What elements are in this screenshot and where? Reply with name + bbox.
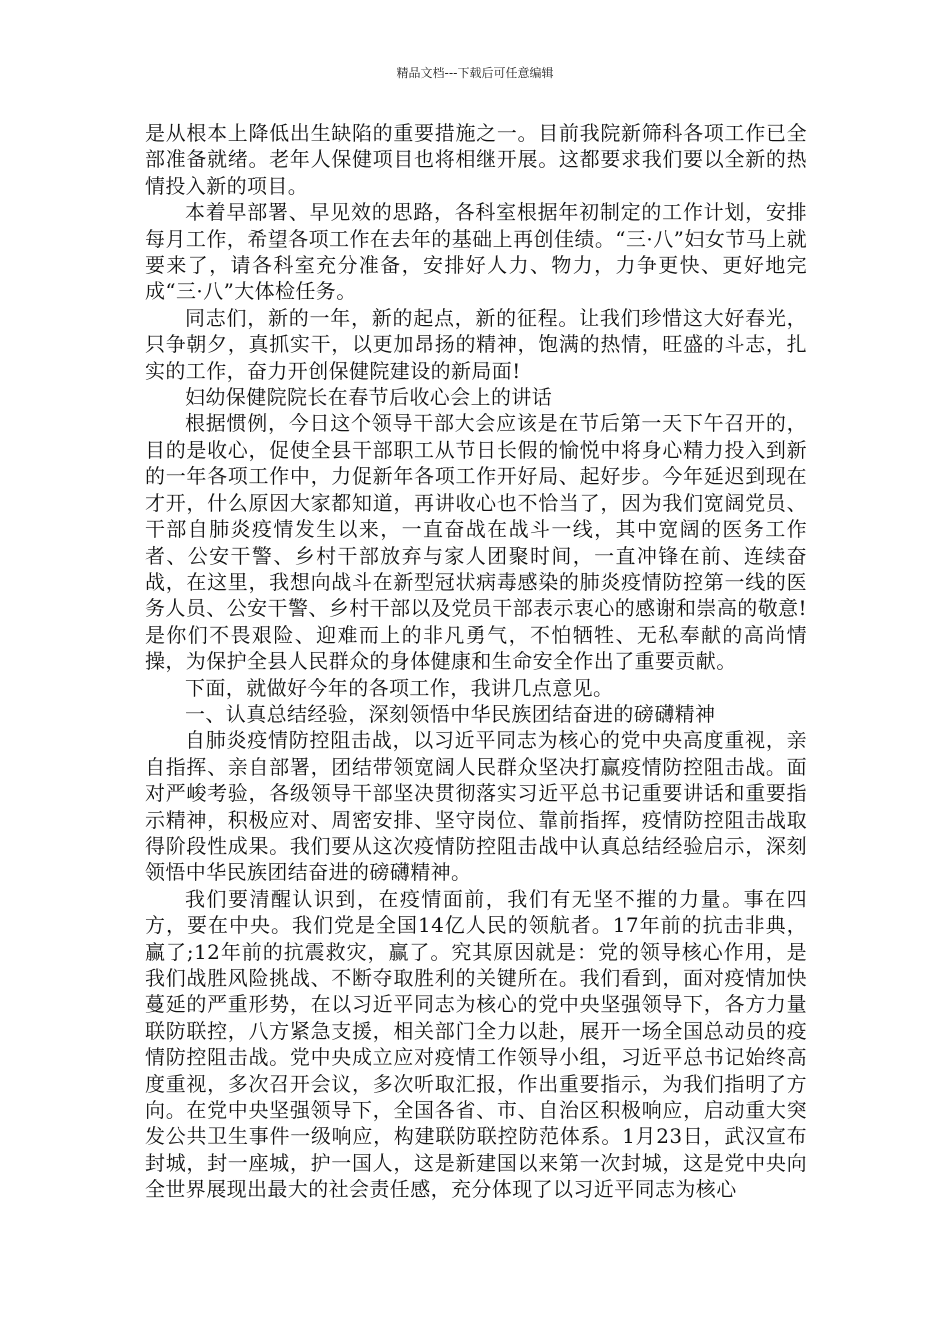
paragraph: 同志们，新的一年，新的起点，新的征程。让我们珍惜这大好春光，只争朝夕，真抓实干，以更加昂扬的精神，饱满的热情，旺盛的斗志，扎实的工作，奋力开创保健院建设的新局面!: [145, 305, 807, 383]
paragraph: 自肺炎疫情防控阻击战，以习近平同志为核心的党中央高度重视，亲自指挥、亲自部署，团结带领宽阔人民群众坚决打赢疫情防控阻击战。面对严峻考验，各级领导干部坚决贯彻落实习近平总书记重要讲话和重要指示精神，积极应对、周密安排、坚守岗位、靠前指挥，疫情防控阻击战取得阶段性成果。我们要从这次疫情防控阻击战中认真总结经验启示，深刻领悟中华民族团结奋进的磅礴精神。: [145, 728, 807, 885]
paragraph: 我们要清醒认识到，在疫情面前，我们有无坚不摧的力量。事在四方，要在中央。我们党是全国14亿人民的领航者。17年前的抗击非典，赢了;12年前的抗震救灾，赢了。究其原因就是：党的领导核心作用，是我们战胜风险挑战、不断夺取胜利的关键所在。我们看到，面对疫情加快蔓延的严重形势，在以习近平同志为核心的党中央坚强领导下，各方力量联防联控，八方紧急支援，相关部门全力以赴，展开一场全国总动员的疫情防控阻击战。党中央成立应对疫情工作领导小组，习近平总书记始终高度重视，多次召开会议，多次听取汇报，作出重要指示，为我们指明了方向。在党中央坚强领导下，全国各省、市、自治区积极响应，启动重大突发公共卫生事件一级响应，构建联防联控防范体系。1月23日，武汉宣布封城，封一座城，护一国人，这是新建国以来第一次封城，这是党中央向全世界展现出最大的社会责任感，充分体现了以习近平同志为核心: [145, 886, 807, 1202]
paragraph: 根据惯例，今日这个领导干部大会应该是在节后第一天下午召开的，目的是收心，促使全县干部职工从节日长假的愉悦中将身心精力投入到新的一年各项工作中，力促新年各项工作开好局、起好步。今年延迟到现在才开，什么原因大家都知道，再讲收心也不恰当了，因为我们宽阔党员、干部自肺炎疫情发生以来，一直奋战在战斗一线，其中宽阔的医务工作者、公安干警、乡村干部放弃与家人团聚时间，一直冲锋在前、连续奋战，在这里，我想向战斗在新型冠状病毒感染的肺炎疫情防控第一线的医务人员、公安干警、乡村干部以及党员干部表示衷心的感谢和崇高的敬意!是你们不畏艰险、迎难而上的非凡勇气，不怕牺牲、无私奉献的高尚情操，为保护全县人民群众的身体健康和生命安全作出了重要贡献。: [145, 411, 807, 674]
paragraph: 下面，就做好今年的各项工作，我讲几点意见。: [185, 675, 614, 700]
document-body: [145, 120, 807, 1203]
paragraph: 本着早部署、早见效的思路，各科室根据年初制定的工作计划，安排每月工作，希望各项工作在去年的基础上再创佳绩。“三·八”妇女节马上就要来了，请各科室充分准备，安排好人力、物力，力争更快、更好地完成“三·八”大体检任务。: [145, 200, 807, 304]
page-header: 精品文档---下载后可任意编辑: [396, 66, 554, 80]
section-heading: 一、认真总结经验，深刻领悟中华民族团结奋进的磅礴精神: [185, 701, 716, 726]
section-heading: 妇幼保健院院长在春节后收心会上的讲话: [185, 385, 553, 410]
paragraph: 是从根本上降低出生缺陷的重要措施之一。目前我院新筛科各项工作已全部准备就绪。老年人保健项目也将相继开展。这都要求我们要以全新的热情投入新的项目。: [145, 121, 807, 198]
